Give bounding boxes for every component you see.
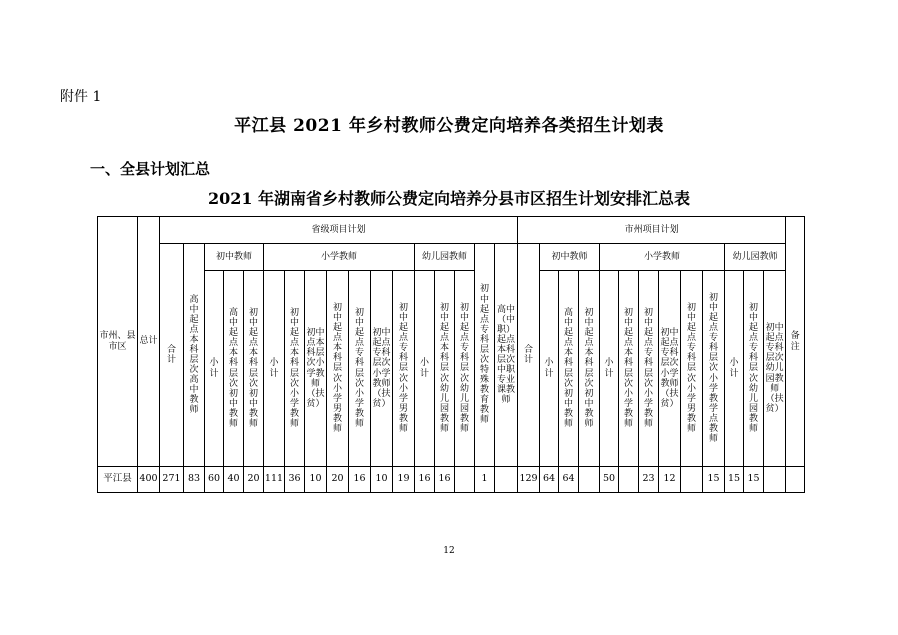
header-mun-subtotal: 合计 bbox=[518, 244, 540, 467]
header-mun-junior: 初中教师 bbox=[540, 244, 600, 271]
document-title: 平江县 2021 年乡村教师公费定向培养各类招生计划表 bbox=[234, 116, 664, 136]
table-cell bbox=[619, 467, 639, 493]
header-provincial: 省级项目计划 bbox=[160, 217, 518, 244]
header-cell: 初中起点专科层次小学教师（扶贫） bbox=[659, 271, 681, 467]
header-cell: 初中起点本科层次幼儿园教师 bbox=[435, 271, 455, 467]
table-cell: 23 bbox=[639, 467, 659, 493]
table-cell: 111 bbox=[264, 467, 285, 493]
table-title: 2021 年湖南省乡村教师公费定向培养分县市区招生计划安排汇总表 bbox=[207, 189, 691, 208]
table-row bbox=[98, 467, 805, 493]
header-cell: 高中起点本科层次初中教师 bbox=[559, 271, 579, 467]
table-cell: 64 bbox=[559, 467, 579, 493]
header-prov-kinder: 幼儿园教师 bbox=[415, 244, 475, 271]
header-cell: 初中起点专科层次小学男教师 bbox=[681, 271, 703, 467]
header-prov-high-school: 高中起点本科层次高中教师 bbox=[184, 244, 205, 467]
table-cell: 20 bbox=[244, 467, 264, 493]
header-cell: 初中起点专科层次小学教师（扶贫） bbox=[371, 271, 393, 467]
row-region: 平江县 bbox=[98, 467, 138, 493]
header-cell: 初中点本科层次小学教师（扶贫） bbox=[305, 271, 327, 467]
table-cell: 16 bbox=[349, 467, 371, 493]
table-cell bbox=[495, 467, 518, 493]
table-cell bbox=[764, 467, 786, 493]
table-cell: 60 bbox=[205, 467, 224, 493]
header-municipal: 市州项目计划 bbox=[518, 217, 786, 244]
header-prov-subtotal: 合计 bbox=[160, 244, 184, 467]
table-cell bbox=[455, 467, 475, 493]
header-cell: 小计 bbox=[600, 271, 619, 467]
header-cell: 小计 bbox=[205, 271, 224, 467]
header-cell: 高中起点本科层次初中教师 bbox=[224, 271, 244, 467]
header-remarks: 备注 bbox=[786, 217, 805, 467]
header-prov-special: 初中起点专科层次特殊教育教师 bbox=[475, 244, 495, 467]
header-cell: 初中起点本科层次初中教师 bbox=[579, 271, 600, 467]
table-cell: 16 bbox=[415, 467, 435, 493]
table-cell: 12 bbox=[659, 467, 681, 493]
table-cell: 50 bbox=[600, 467, 619, 493]
table-cell bbox=[681, 467, 703, 493]
table-cell: 19 bbox=[393, 467, 415, 493]
table-cell: 129 bbox=[518, 467, 540, 493]
table-cell: 36 bbox=[285, 467, 305, 493]
table-cell: 83 bbox=[184, 467, 205, 493]
table-cell: 400 bbox=[138, 467, 160, 493]
header-prov-vocational: 高中（中职）起点本科层次中职专业课教师 bbox=[495, 244, 518, 467]
header-cell: 初中起点本科层次小学男教师 bbox=[327, 271, 349, 467]
table-cell: 64 bbox=[540, 467, 559, 493]
header-cell: 初中起点专科层次小学教学点教师 bbox=[703, 271, 725, 467]
annex-label: 附件 1 bbox=[60, 89, 102, 105]
table-cell: 15 bbox=[703, 467, 725, 493]
header-cell: 初中起点本科层次小学教师 bbox=[619, 271, 639, 467]
header-cell: 初中起点专科层次小学教师 bbox=[349, 271, 371, 467]
table-cell: 15 bbox=[744, 467, 764, 493]
header-mun-kinder: 幼儿园教师 bbox=[725, 244, 786, 271]
header-cell: 初中起点本科层次小学教师 bbox=[285, 271, 305, 467]
header-cell: 小计 bbox=[725, 271, 744, 467]
header-region: 市州、县市区 bbox=[98, 217, 138, 467]
table-cell: 1 bbox=[475, 467, 495, 493]
table-cell bbox=[786, 467, 805, 493]
header-cell: 初中起点本科层次初中教师 bbox=[244, 271, 264, 467]
header-cell: 初中起点专科层次小学男教师 bbox=[393, 271, 415, 467]
header-cell: 小计 bbox=[264, 271, 285, 467]
header-mun-primary: 小学教师 bbox=[600, 244, 725, 271]
header-cell: 初中起点专科层次小学教师 bbox=[639, 271, 659, 467]
table-cell: 16 bbox=[435, 467, 455, 493]
table-cell: 271 bbox=[160, 467, 184, 493]
page-number: 12 bbox=[443, 546, 455, 556]
header-total: 总计 bbox=[138, 217, 160, 467]
section-heading: 一、全县计划汇总 bbox=[90, 160, 211, 178]
header-cell: 初中起点专科层次幼儿园教师 bbox=[455, 271, 475, 467]
table-cell: 20 bbox=[327, 467, 349, 493]
plan-table bbox=[97, 216, 805, 493]
header-cell: 初中起点专科层次幼儿园教师（扶贫） bbox=[764, 271, 786, 467]
header-cell: 小计 bbox=[540, 271, 559, 467]
table-cell bbox=[579, 467, 600, 493]
table-cell: 15 bbox=[725, 467, 744, 493]
table-cell: 10 bbox=[371, 467, 393, 493]
table-cell: 10 bbox=[305, 467, 327, 493]
header-prov-primary: 小学教师 bbox=[264, 244, 415, 271]
header-cell: 小计 bbox=[415, 271, 435, 467]
header-cell: 初中起点专科层次幼儿园教师 bbox=[744, 271, 764, 467]
table-cell: 40 bbox=[224, 467, 244, 493]
header-prov-junior: 初中教师 bbox=[205, 244, 264, 271]
